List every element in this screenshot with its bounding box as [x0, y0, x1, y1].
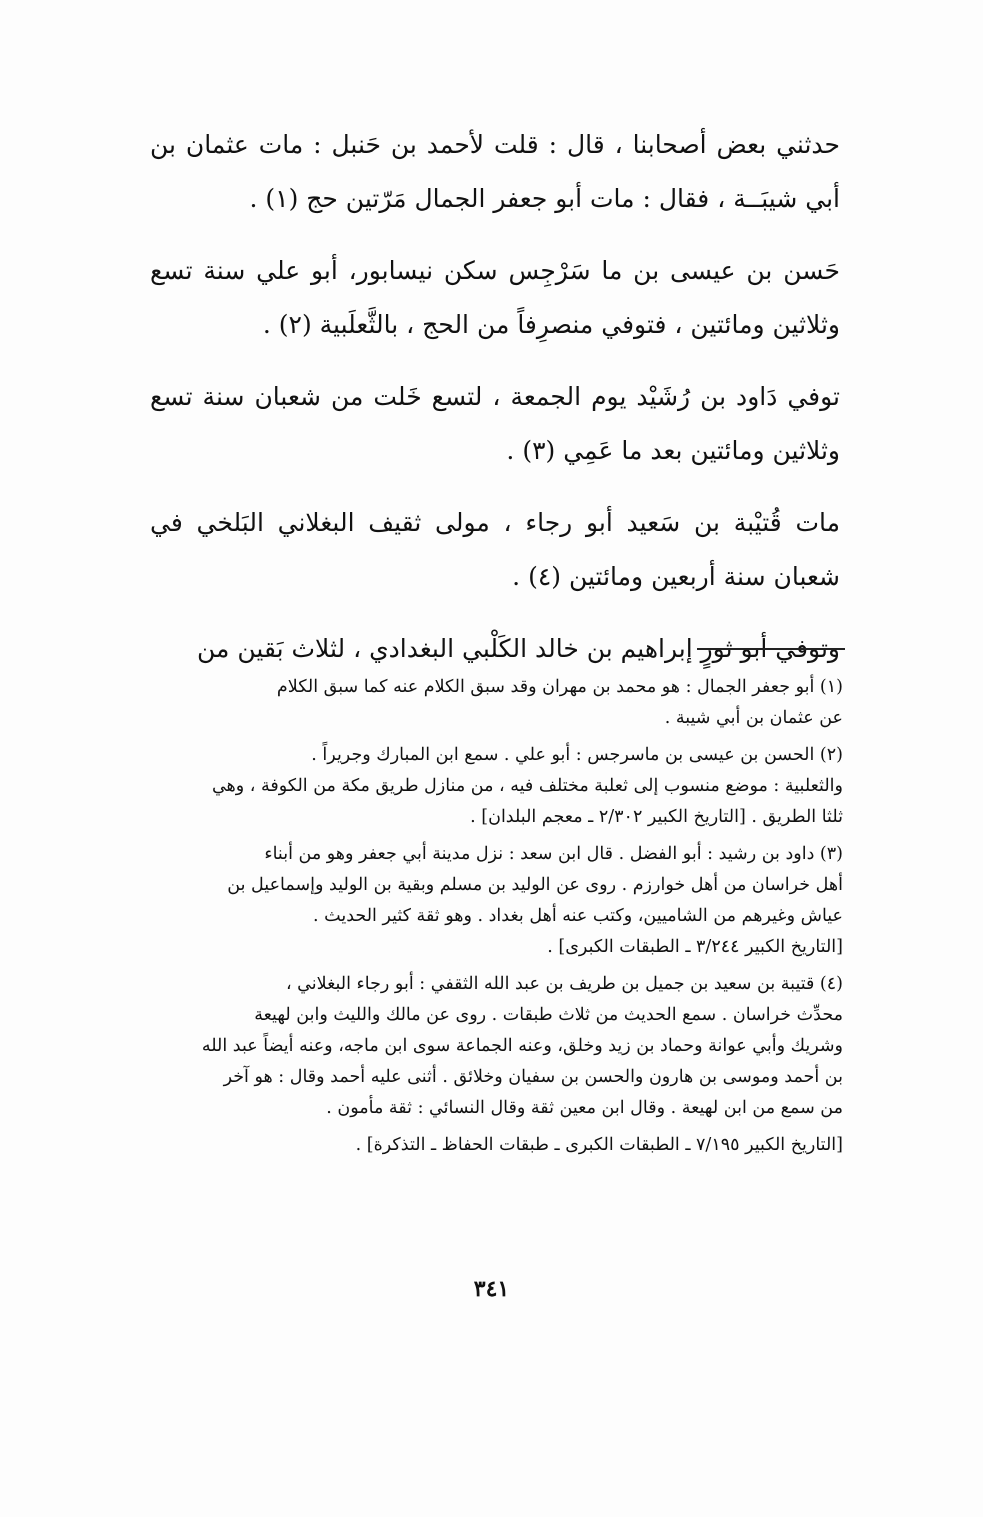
- footnote-2: [148, 740, 843, 833]
- footnote-line: وشريك وأبي عوانة وحماد بن زيد وخلق، وعنه الجماعة سوى ابن ماجه، وعنه أيضاً عبد الله: [201, 1036, 843, 1056]
- footnote-line: (٣) داود بن رشيد : أبو الفضل . قال ابن سعد : نزل مدينة أبي جعفر وهو من أبناء: [264, 844, 843, 864]
- footnote-4: [148, 969, 843, 1124]
- paragraph-4: مات قُتيْبة بن سَعيد أبو رجاء ، مولى ثقيف البغلاني البَلخي في شعبان سنة أربعين ومائتين (٤) .: [150, 508, 840, 591]
- footnote-1: [148, 672, 843, 734]
- footnote-line: والثعلبية : موضع منسوب إلى ثعلبة مختلف فيه ، من منازل طريق مكة من الكوفة ، وهي: [211, 776, 843, 796]
- main-text: [150, 118, 840, 694]
- paragraph-3: توفي دَاود بن رُشَيْد يوم الجمعة ، لتسع خَلت من شعبان سنة تسع وثلاثين ومائتين بعد ما عَمِي (٣) .: [150, 382, 840, 465]
- footnote-line: أهل خراسان من أهل خوارزم . روى عن الوليد بن مسلم وبقية بن الوليد وإسماعيل بن: [227, 875, 843, 895]
- footnote-line: [التاريخ الكبير ٧/١٩٥ ـ الطبقات الكبرى ـ طبقات الحفاظ ـ التذكرة] .: [355, 1135, 843, 1155]
- footnote-line: (٤) قتيبة بن سعيد بن جميل بن طريف بن عبد الله الثقفي : أبو رجاء البغلاني ،: [285, 974, 843, 994]
- footnote-line: محدِّث خراسان . سمع الحديث من ثلاث طبقات . روى عن مالك والليث وابن لهيعة: [254, 1005, 843, 1025]
- paragraph-5: وتوفي أبو ثورٍ إبراهيم بن خالد الكَلْبي البغدادي ، لثلاث بَقين من: [197, 634, 840, 663]
- paragraph-2: حَسن بن عيسى بن ما سَرْجِس سكن نيسابور، أبو علي سنة تسع وثلاثين ومائتين ، فتوفي منصرِفاً من الحج ، بالثَّعلَبية (٢) .: [150, 256, 840, 339]
- footnote-line: من سمع من ابن لهيعة . وقال ابن معين ثقة وقال النسائي : ثقة مأمون .: [326, 1098, 843, 1118]
- footnotes: [148, 672, 843, 1167]
- footnote-line: ثلثا الطريق . [التاريخ الكبير ٢/٣٠٢ ـ معجم البلدان] .: [470, 807, 843, 827]
- footnote-line: [التاريخ الكبير ٣/٢٤٤ ـ الطبقات الكبرى] .: [547, 937, 843, 957]
- footnote-line: (١) أبو جعفر الجمال : هو محمد بن مهران وقد سبق الكلام عنه كما سبق الكلام: [276, 677, 843, 697]
- paragraph-1: حدثني بعض أصحابنا ، قال : قلت لأحمد بن حَنبل : مات عثمان بن أبي شيبَــة ، فقال : مات أبو جعفر الجمال مَرّتين حج (١) .: [150, 130, 840, 213]
- footnote-line: عن عثمان بن أبي شيبة .: [664, 708, 843, 728]
- footnote-divider: [697, 648, 845, 650]
- footnote-4-sources: [148, 1130, 843, 1161]
- footnote-line: (٢) الحسن بن عيسى بن ماسرجس : أبو علي . سمع ابن المبارك وجريراً .: [311, 745, 843, 765]
- footnote-line: عياش وغيرهم من الشاميين، وكتب عنه أهل بغداد . وهو ثقة كثير الحديث .: [313, 906, 843, 926]
- footnote-line: بن أحمد وموسى بن هارون والحسن بن سفيان وخلائق . أثنى عليه أحمد وقال : هو آخر: [223, 1067, 843, 1087]
- page-number: ٣٤١: [473, 1276, 510, 1302]
- footnote-3: [148, 839, 843, 963]
